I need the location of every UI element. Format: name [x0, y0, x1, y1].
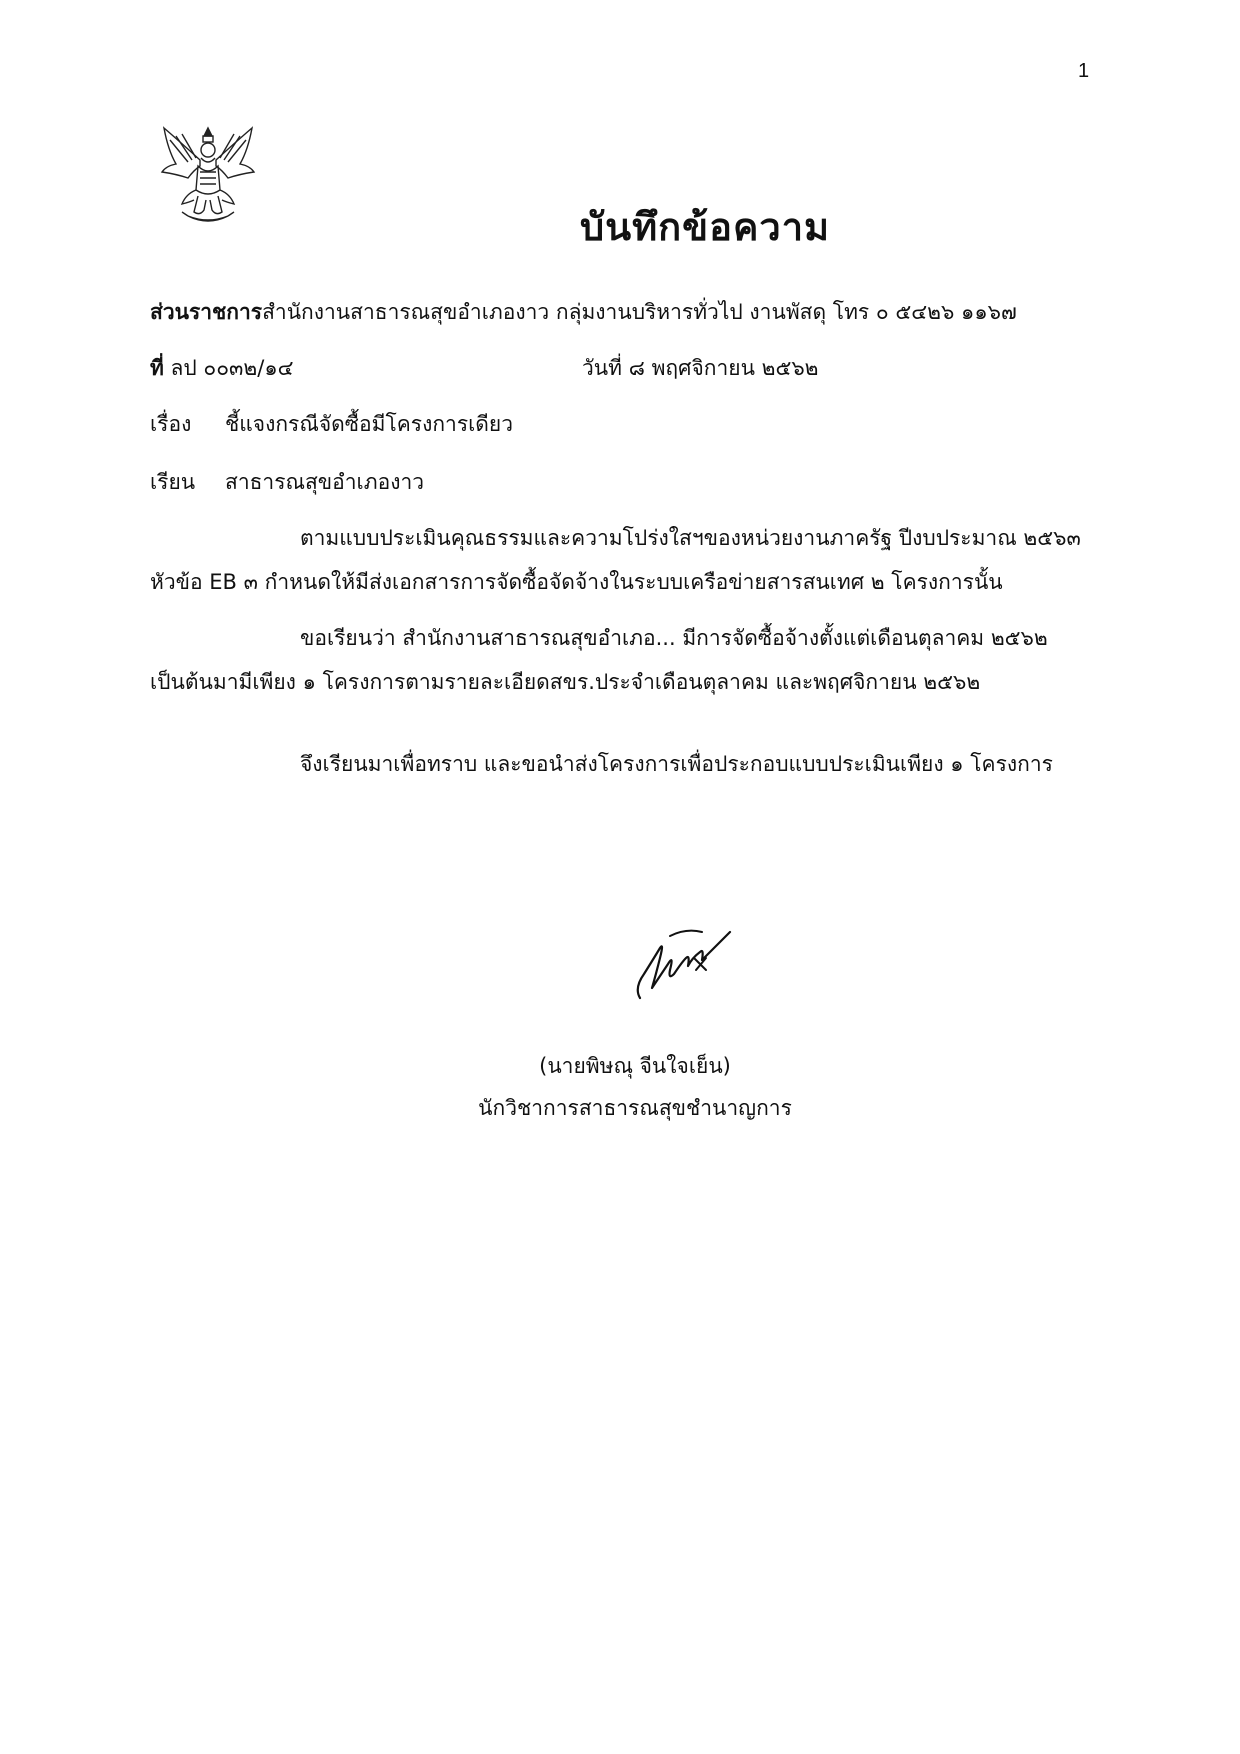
subject-line	[150, 408, 513, 441]
body-paragraph-2-line-2: เป็นต้นมามีเพียง ๑ โครงการตามรายละเอียดสขร.ประจำเดือนตุลาคม และพฤศจิกายน ๒๕๖๒	[150, 670, 981, 694]
reference-line	[150, 352, 294, 385]
recipient-label: เรียน	[150, 470, 196, 494]
signature-icon	[630, 918, 740, 1008]
body-paragraph-1-line-1: ตามแบบประเมินคุณธรรมและความโปร่งใสฯของหน่วยงานภาครัฐ ปีงบประมาณ ๒๕๖๓	[300, 526, 1081, 550]
document-title: บันทึกข้อความ	[580, 205, 831, 249]
date-value: ๘ พฤศจิกายน ๒๕๖๒	[628, 356, 819, 380]
date-line	[582, 352, 819, 385]
signer-position: นักวิชาการสาธารณสุขชำนาญการ	[478, 1096, 792, 1120]
subject-value: ชี้แจงกรณีจัดซื้อมีโครงการเดียว	[225, 412, 514, 436]
agency-label: ส่วนราชการ	[150, 300, 263, 324]
body-paragraph-3: จึงเรียนมาเพื่อทราบ และขอนำส่งโครงการเพื่อประกอบแบบประเมินเพียง ๑ โครงการ	[300, 752, 1053, 776]
subject-label: เรื่อง	[150, 412, 192, 436]
body-paragraph-1-line-2: หัวข้อ EB ๓ กำหนดให้มีส่งเอกสารการจัดซื้อจัดจ้างในระบบเครือข่ายสารสนเทศ ๒ โครงการนั้น	[150, 570, 1003, 594]
recipient-value: สาธารณสุขอำเภองาว	[225, 470, 425, 494]
date-label: วันที่	[582, 356, 622, 380]
agency-value: สำนักงานสาธารณสุขอำเภองาว กลุ่มงานบริหารทั่วไป งานพัสดุ โทร ๐ ๕๔๒๖ ๑๑๖๗	[262, 300, 1017, 324]
reference-value: ลป ๐๐๓๒/๑๔	[170, 356, 294, 380]
reference-label: ที่	[150, 356, 164, 380]
body-paragraph-2-line-1: ขอเรียนว่า สำนักงานสาธารณสุขอำเภอ... มีการจัดซื้อจ้างตั้งแต่เดือนตุลาคม ๒๕๖๒	[300, 626, 1048, 650]
page-number: 1	[1078, 60, 1090, 82]
recipient-line	[150, 466, 424, 499]
signer-name: (นายพิษณุ จีนใจเย็น)	[539, 1054, 731, 1078]
agency-line	[150, 296, 1017, 329]
